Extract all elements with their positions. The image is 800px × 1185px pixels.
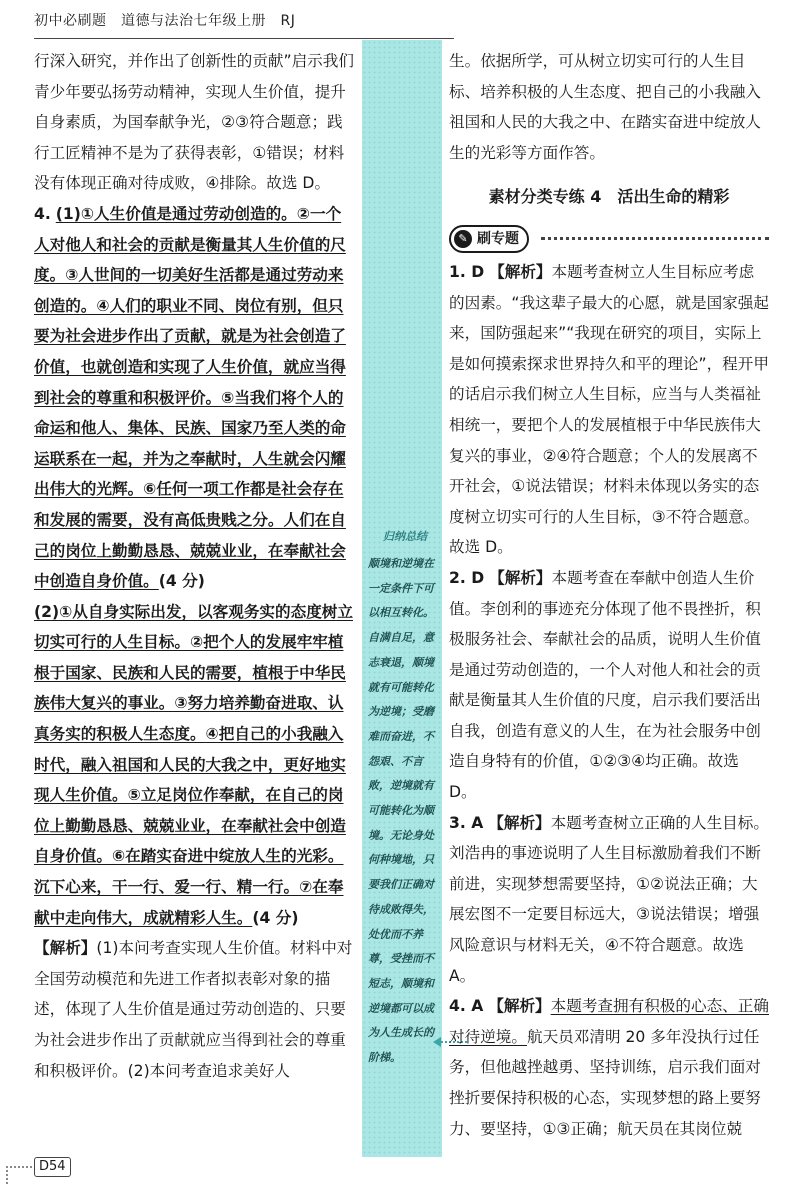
answer-3-label: 【解析】 [488,813,551,832]
answer-4-part-1: (1)①人生价值是通过劳动创造的。②一个人对他人和社会的贡献是衡量其人生价值的尺度。③人世间的一切美好生活都是通过劳动来创造的。④人们的职业不同、岗位有别，但只要为社会进步作出了贡献，就是为社会创造了价值，也就创造和实现了人生价值，就应当得到社会的尊重和积极评价。⑤当我们将个人的命运和他人、集体、民族、国家乃至人类的命运联系在一起，并为之奉献时，人生就会闪耀出伟大的光辉。⑥任何一项工作都是社会存在和发展的需要，没有高低贵贱之分。人们在自己的岗位上勤勤恳恳、兢兢业业，在奉献社会中创造自身价值。 [34,204,346,591]
brush-icon: ✎ [454,230,472,248]
answer-1 [449,257,769,563]
answer-2-label: 【解析】 [489,568,552,587]
answer-4-right-label: 【解析】 [488,997,551,1016]
answer-1-text: 本题考查树立人生目标应考虑的因素。“我这辈子最大的心愿，就是国家强起来，国防强起来”“我现在研究的项目，实际上是如何摸索探求世界持久和平的理论”，程开甲的话启示我们树立人生目标，应当与人类福祉相统一，要把个人的发展植根于中华民族伟大复兴的事业，②④符合题意；个人的发展离不开社会，①说法错误；材料未体现以务实的态度树立切实可行的人生目标，③不符合题意。故选 D。 [449,262,769,557]
topic-badge-label: 刷专题 [477,230,519,247]
right-paragraph-1: 生。依据所学，可从树立切实可行的人生目标、培养积极的人生态度、把自己的小我融入祖国和人民的大我之中、在踏实奋进中绽放人生的光彩等方面作答。 [449,52,761,162]
corner-dots-vertical [6,1166,8,1184]
answer-4-part-2-block [34,597,356,934]
pointer-arrow-icon [433,1037,441,1047]
answer-4-right-underlined: 本题考查拥有积极的心态、正确对待逆境。 [449,997,769,1046]
answer-2 [449,563,769,808]
sidebar-note-text: 顺境和逆境在一定条件下可以相互转化。自满自足，意志衰退，顺境就有可能转化为逆境；受磨难而奋进，不怨艰、不言败，逆境就有可能转化为顺境。无论身处何种境地，只要我们正确对待成败得失，处优而不养尊，受挫而不短志，顺境和逆境都可以成为人生成长的阶梯。 [368,557,434,1065]
analysis-label: 【解析】 [34,939,97,958]
badge-dotted-line [541,237,769,240]
answer-2-text: 本题考查在奉献中创造人生价值。李创利的事迹充分体现了他不畏挫折，积极服务社会、奉献社会的品质，说明人生价值是通过劳动创造的，一个人对他人和社会的贡献是衡量其人生价值的尺度，启示我们要活出自我，创造有意义的人生，在为社会服务中创造自身特有的价值，①②③④均正确。故选 D。 [449,568,761,802]
sidebar-note [368,552,440,1071]
topic-badge-row [449,223,769,251]
answer-1-number: 1. D [449,262,485,281]
topic-badge [449,225,529,253]
answer-3 [449,808,769,992]
header-rule [34,38,454,39]
answer-4-analysis [34,933,356,1086]
book-title: 初中必刷题 道德与法治七年级上册 RJ [34,13,296,29]
corner-dots [6,1166,32,1168]
question-number-4: 4. [34,204,51,223]
answer-1-label: 【解析】 [489,262,552,281]
answer-4-part-2: (2)①从自身实际出发，以客观务实的态度树立切实可行的人生目标。②把个人的发展牢牢植根于国家、民族和人民的需要，植根于中华民族伟大复兴的事业。③努力培养勤奋进取、认真务实的积极人生态度。④把自己的小我融入时代，融入祖国和人民的大我之中，更好地实现人生价值。⑤立足岗位作奉献，在自己的岗位上勤勤恳恳、兢兢业业，在奉献社会中创造自身价值。⑥在踏实奋进中绽放人生的光彩。沉下心来，干一行、爱一行、精一行。⑦在奉献中走向伟大，成就精彩人生。 [34,602,353,927]
page-number: D54 [34,1157,71,1177]
answer-3-number: 3. A [449,813,484,832]
answer-2-number: 2. D [449,568,485,587]
left-column [34,46,356,1086]
answer-4-right-text: 航天员邓清明 20 多年没执行过任务，但他越挫越勇、坚持训练，启示我们面对挫折要保持积极的心态，实现梦想的路上要努力、要坚持，①③正确；航天员在其岗位兢 [449,1027,761,1138]
left-paragraph-1: 行深入研究，并作出了创新性的贡献”启示我们青少年要弘扬劳动精神，实现人生价值，提升自身素质，为国奉献争光，②③符合题意；践行工匠精神不是为了获得表彰，①错误；材料没有体现正确对待成败，④排除。故选 D。 [34,52,354,193]
answer-4-right [449,991,769,1144]
analysis-text: (1)本问考查实现人生价值。材料中对全国劳动模范和先进工作者拟表彰对象的描述，体现了人生价值是通过劳动创造的、只要为社会进步作出了贡献就应当得到社会的尊重和积极评价。(2)本问考查追求美好人 [34,939,353,1080]
section-title: 素材分类专练 4 活出生命的精彩 [488,187,730,207]
answer-3-text: 本题考查树立正确的人生目标。刘浩冉的事迹说明了人生目标激励着我们不断前进，实现梦想需要坚持，①②说法正确；大展宏图不一定要目标远大，③说法错误；增强风险意识与材料无关，④不符合题意。故选 A。 [449,813,769,985]
answer-4 [34,199,356,597]
page-header [0,0,455,40]
answer-4-part-2-score: (4 分) [252,908,299,927]
sidebar-title: 归纳总结 [383,530,427,543]
right-column [449,46,769,1144]
answer-4-right-number: 4. A [449,997,484,1016]
answer-4-part-1-score: (4 分) [158,572,205,591]
